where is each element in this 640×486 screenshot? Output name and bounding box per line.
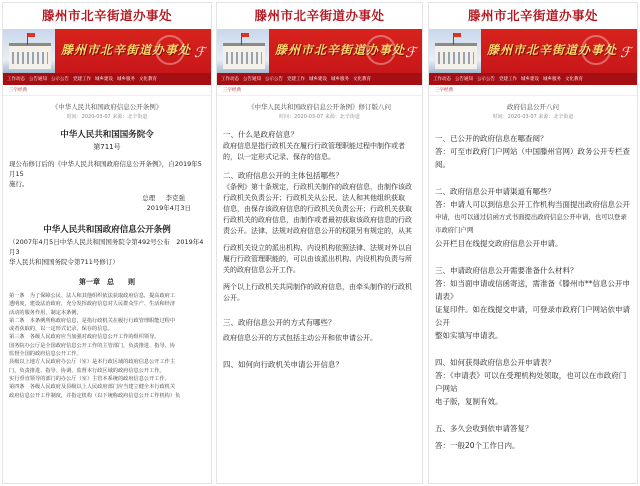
- flag-icon: [453, 33, 454, 45]
- question-heading: 三、申请政府信息公开需要准备什么材料？: [435, 266, 578, 275]
- nav-item[interactable]: 公示公告: [265, 77, 283, 82]
- site-banner: [429, 29, 637, 73]
- nav-item[interactable]: 城乡建设: [95, 77, 113, 82]
- building-icon: [435, 43, 477, 69]
- issuer-heading: 中华人民共和国国务院令: [60, 130, 154, 140]
- intro-line: 施行。: [9, 180, 29, 188]
- text-line: 或者获取的，以一定形式记录、保存的信息。: [9, 326, 113, 333]
- article-title: 《中华人民共和国政府信息公开条例》修订版八问: [248, 103, 391, 111]
- nav-item[interactable]: 公告通知: [243, 77, 261, 82]
- text-line: 第三条 各级人民政府应当加强对政府信息公开工作的组织领导。: [9, 334, 160, 341]
- nav-item[interactable]: 城乡建设: [309, 77, 327, 82]
- question-heading: 三、政府信息公开的方式有哪些？: [223, 318, 336, 327]
- article-meta: 时间：2020-03-07 来源：北辛街道: [279, 114, 360, 120]
- building-icon: [9, 43, 51, 69]
- answer-line: 责公开。法律、法规对政府信息公开的权限另有规定的，从其: [223, 227, 412, 235]
- nav-item[interactable]: 城乡服务: [543, 77, 561, 82]
- nav-item[interactable]: 党建工作: [73, 77, 91, 82]
- text-line: 第一条 为了保障公民、法人和其他组织依法获取政府信息，提高政府工: [9, 293, 176, 299]
- answer-line: 答：可至市政府门户网站（中国滕州官网）政务公开专栏查阅。: [435, 147, 630, 169]
- article-title: 《中华人民共和国政府信息公开条例》: [51, 103, 163, 111]
- signer-name: 李克强: [165, 194, 185, 202]
- article-2: [9, 317, 205, 334]
- article-meta: 时间：2020-03-07 来源：北辛街道: [492, 114, 574, 120]
- text-line: 门，负责推进、指导、协调、监督本行政区域的政府信息公开工作。: [9, 367, 165, 374]
- nav-item[interactable]: 工作动态: [433, 77, 451, 82]
- site-title: 滕州市北辛街道办事处: [3, 3, 211, 29]
- answer-line: 政府信息公开的方式包括主动公开和依申请公开。: [223, 334, 377, 342]
- text-line: 政府信息公开工作制度，并指定机构（以下统称政府信息公开工作机构）负: [9, 392, 181, 399]
- main-nav: [429, 73, 637, 85]
- text-line: 透明度，建设法治政府，充分发挥政府信息对人民群众生产、生活和经济: [9, 301, 176, 308]
- screenshot-panel-eight-questions: [216, 2, 423, 484]
- answer-line: 行政机关的政府信息，由制作或者最初获取该政府信息的行政: [223, 216, 412, 224]
- question-heading: 一、已公开的政府信息在哪查阅？: [435, 134, 548, 143]
- answer-line: 履行行政管理职能的，可以由该派出机构、内设机构负责与所: [223, 255, 412, 263]
- answer-line: 答：《申请表》可以在受理机构处领取，也可以在市政府门户网站: [435, 371, 627, 393]
- nav-item[interactable]: 文化教育: [139, 77, 157, 82]
- text-line: 监督全国的政府信息公开工作。: [9, 351, 82, 358]
- signer-role: 总理: [142, 194, 156, 202]
- answer-line: 整如实填写申请表。: [435, 331, 503, 340]
- nav-item[interactable]: 党建工作: [287, 77, 305, 82]
- answer-line: 答：一般20个工作日内。: [435, 441, 520, 450]
- regulation-note: （2007年4月5日中华人民共和国国务院令第492号公布 2019年4月3: [9, 238, 204, 256]
- answer-line: 答：申请人可以到信息公开工作机构当面提出政府信息公开: [435, 200, 630, 209]
- question-heading: 五、多久会收到依申请答复？: [435, 424, 533, 433]
- chapter-heading: 第一章 总 则: [79, 278, 135, 286]
- building-icon: [223, 43, 265, 69]
- answer-line: 申请，也可以通过信函方式书面提出政府信息公开申请，也可以登录市政府门户网: [435, 213, 627, 234]
- main-nav: [217, 73, 422, 85]
- banner-calligraphy: ℱ: [404, 45, 416, 61]
- flag-icon: [241, 33, 242, 45]
- site-banner: [3, 29, 211, 73]
- text-line: 第四条 各级人民政府及县级以上人民政府部门应当建立健全本行政机关: [9, 384, 176, 391]
- nav-item[interactable]: 文化教育: [353, 77, 371, 82]
- article-title: 政府信息公开八问: [507, 103, 559, 111]
- article-meta: 时间：2020-03-07 来源：北辛街道: [66, 114, 148, 120]
- question-heading: 四、如何获得政府信息公开申请表？: [435, 358, 555, 367]
- decoration-circle: [581, 35, 611, 65]
- site-title: 滕州市北辛街道办事处: [429, 3, 637, 29]
- text-line: 实行垂直领导的部门的办公厅（室）主管本系统的政府信息公开工作。: [9, 375, 170, 382]
- regulation-title: 中华人民共和国政府信息公开条例: [43, 225, 171, 235]
- nav-item[interactable]: 公告通知: [455, 77, 473, 82]
- nav-item[interactable]: 工作动态: [221, 77, 239, 82]
- nav-item[interactable]: 城乡建设: [521, 77, 539, 82]
- site-title: 滕州市北辛街道办事处: [217, 3, 422, 29]
- nav-item[interactable]: 城乡服务: [331, 77, 349, 82]
- text-line: 国务院办公厅是全国政府信息公开工作的主管部门，负责推进、指导、协: [9, 342, 176, 349]
- answer-line: 答：如当面申请或信函寄送，需准备《滕州市**信息公开申请表》: [435, 279, 630, 301]
- flag-icon: [27, 33, 28, 45]
- breadcrumb[interactable]: 三字经典: [3, 85, 211, 96]
- nav-item[interactable]: 公告通知: [29, 77, 47, 82]
- answer-line: 政府信息是指行政机关在履行行政管理职能过程中制作或者: [223, 142, 405, 150]
- text-line: 活动的服务作用，制定本条例。: [9, 309, 82, 316]
- site-banner: [217, 29, 422, 73]
- answer-line: 的，以一定形式记录、保存的信息。: [223, 153, 335, 161]
- banner-slogan: 滕州市北辛街道办事处: [61, 43, 192, 57]
- breadcrumb[interactable]: 三字经典: [217, 85, 422, 96]
- answer-line: 公开。: [223, 294, 244, 302]
- breadcrumb[interactable]: 三字经典: [429, 85, 637, 96]
- answer-line: 行政机关设立的派出机构、内设机构依照法律、法规对外以自: [223, 244, 412, 252]
- answer-line: 公开栏目在线提交政府信息公开申请。: [435, 239, 563, 248]
- main-nav: [3, 73, 211, 85]
- nav-item[interactable]: 文化教育: [565, 77, 583, 82]
- answer-line: 电子版，复制有效。: [435, 397, 503, 406]
- screenshot-panel-faq: [428, 2, 638, 484]
- article-body: [429, 96, 637, 452]
- answer-line: 证复印件。如在线提交申请，可登录市政府门户网站依申请公开: [435, 305, 630, 327]
- sign-date: 2019年4月3日: [146, 204, 191, 212]
- nav-item[interactable]: 公示公告: [51, 77, 69, 82]
- text-line: 县级以上地方人民政府办公厅（室）是本行政区域的政府信息公开工作主: [9, 359, 176, 366]
- article-body: [3, 96, 211, 400]
- question-heading: 二、政府信息公开的主体包括哪些？: [223, 171, 343, 180]
- question-heading: 一、什么是政府信息？: [223, 130, 298, 139]
- article-3: [9, 333, 205, 399]
- article-body: [217, 96, 422, 371]
- answer-line: 两个以上行政机关共同制作的政府信息，由牵头制作的行政机: [223, 283, 412, 291]
- order-number: 第711号: [93, 143, 121, 151]
- nav-item[interactable]: 城乡服务: [117, 77, 135, 82]
- answer-line: 关的政府信息公开工作。: [223, 266, 300, 274]
- nav-item[interactable]: 党建工作: [499, 77, 517, 82]
- question-heading: 二、政府信息公开申请渠道有哪些？: [435, 187, 555, 196]
- nav-item[interactable]: 工作动态: [7, 77, 25, 82]
- text-line: 第二条 本条例所称政府信息，是指行政机关在履行行政管理职能过程中: [9, 317, 176, 324]
- decoration-circle: [366, 35, 396, 65]
- banner-slogan: 滕州市北辛街道办事处: [275, 43, 406, 57]
- regulation-note: 华人民共和国国务院令第711号修订）: [9, 258, 119, 266]
- article-1: [9, 292, 205, 317]
- banner-calligraphy: ℱ: [619, 45, 631, 61]
- answer-line: 行政机关负责公开；行政机关从公民、法人和其他组织获取: [223, 194, 405, 202]
- banner-calligraphy: ℱ: [193, 45, 205, 61]
- banner-slogan: 滕州市北辛街道办事处: [487, 43, 618, 57]
- screenshot-panel-regulation: [2, 2, 212, 484]
- answer-line: 《条例》第十条规定，行政机关制作的政府信息，由制作该政: [223, 183, 412, 191]
- intro-line: 现公布修订后的《中华人民共和国政府信息公开条例》，自2019年5月15: [9, 160, 202, 178]
- nav-item[interactable]: 公示公告: [477, 77, 495, 82]
- answer-line: 信息，由保存该政府信息的行政机关负责公开；行政机关获取: [223, 205, 412, 213]
- decoration-circle: [155, 35, 185, 65]
- question-heading: 四、如何向行政机关申请公开信息？: [223, 360, 343, 369]
